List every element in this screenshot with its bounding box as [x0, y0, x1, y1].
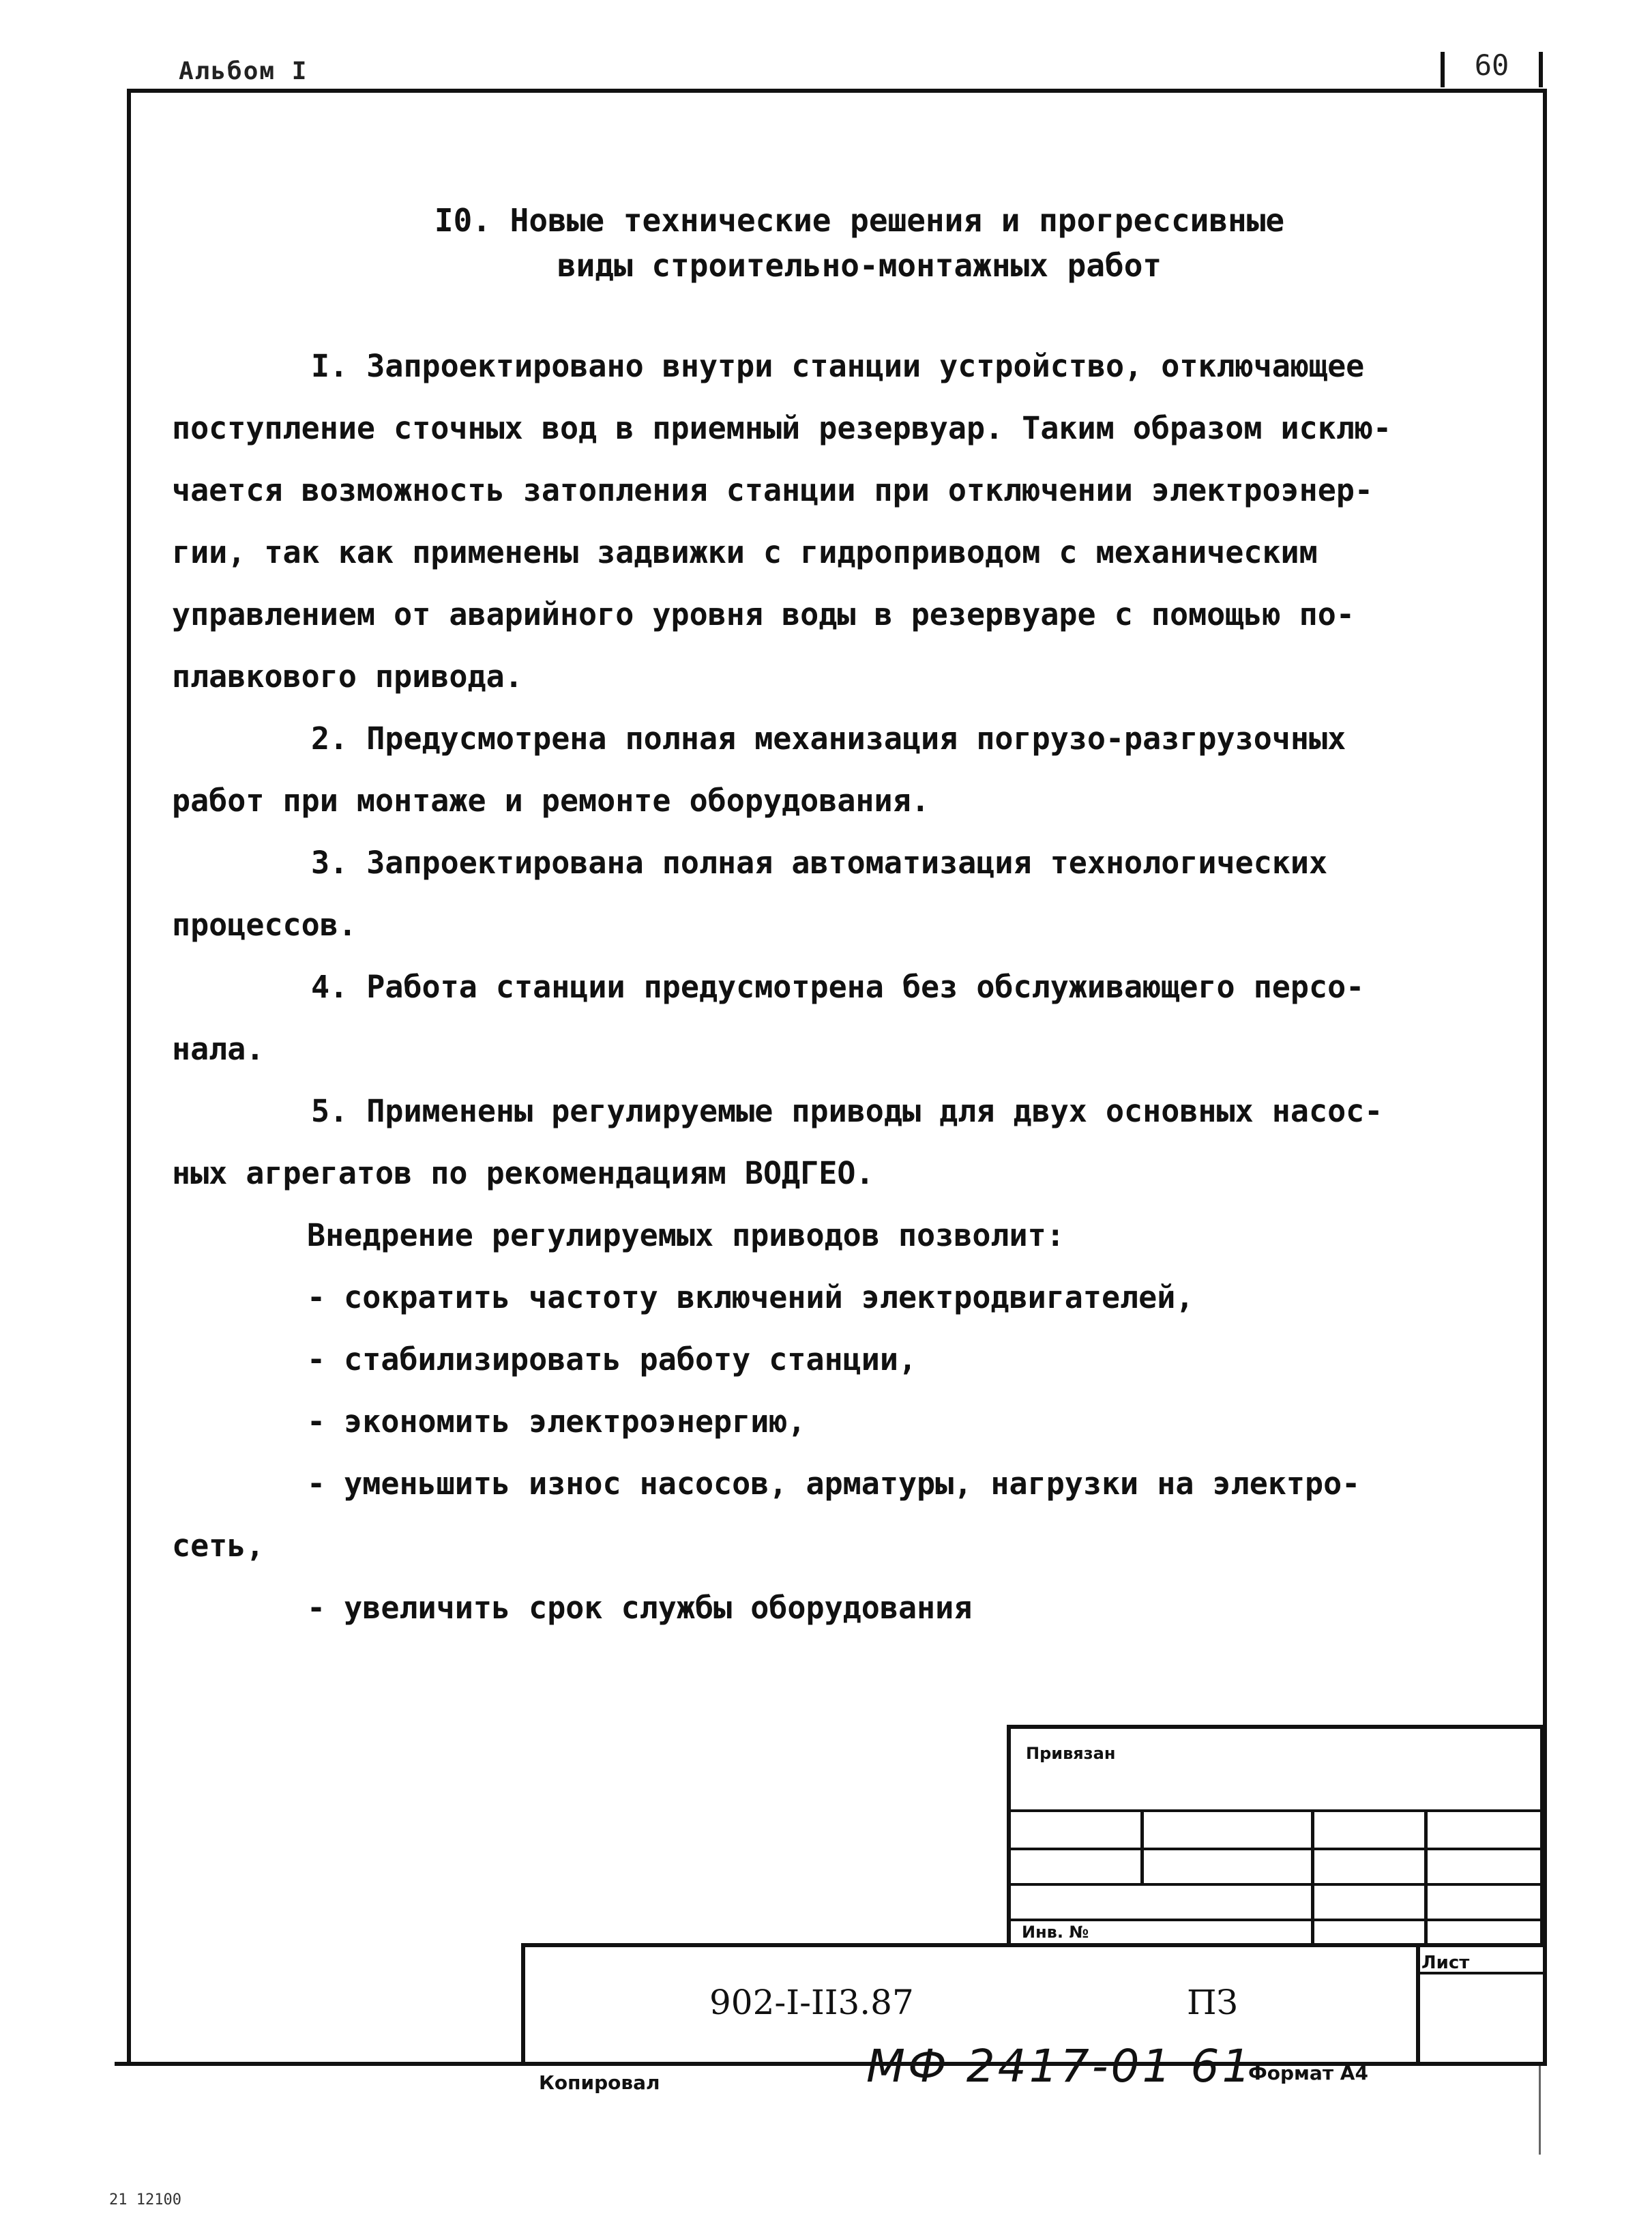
scan-edge-line — [1539, 2066, 1541, 2155]
document-number: 902-I-II3.87 — [709, 1983, 914, 2022]
benefit-item-3: - экономить электроэнергию, — [307, 1403, 806, 1440]
p1-line-5: управлением от аварийного уровня воды в резервуаре с помощью по- — [172, 596, 1355, 632]
page-number: 60 — [1441, 52, 1543, 87]
sheet-label: Лист — [1421, 1953, 1470, 1973]
p2-line-2: работ при монтаже и ремонте оборудования. — [172, 783, 930, 819]
bottom-mark: 21 12100 — [109, 2191, 181, 2208]
album-label: Альбом I — [179, 57, 308, 85]
section-title-line-2: виды строительно-монтажных работ — [557, 247, 1162, 284]
privyazan-label: Привязан — [1026, 1744, 1116, 1763]
p4-line-2: нала. — [172, 1031, 265, 1067]
benefit-item-2: - стабилизировать работу станции, — [307, 1341, 917, 1377]
section-title-line-1: I0. Новые технические решения и прогрессивные — [434, 202, 1285, 239]
document-code: ПЗ — [1187, 1983, 1238, 2022]
benefit-item-4: - уменьшить износ насосов, арматуры, нагрузки на электро- — [307, 1466, 1361, 1502]
p5-line-1: 5. Применены регулируемые приводы для двух основных насос- — [311, 1093, 1383, 1129]
p3-line-1: 3. Запроектирована полная автоматизация технологических — [311, 845, 1328, 881]
p1-line-3: чается возможность затопления станции при отключении электроэнер- — [172, 472, 1373, 508]
p1-line-4: гии, так как применены задвижки с гидроприводом с механическим — [172, 534, 1318, 570]
p1-line-2: поступление сточных вод в приемный резервуар. Таким образом исклю- — [172, 410, 1392, 446]
benefits-intro: Внедрение регулируемых приводов позволит: — [307, 1217, 1065, 1253]
benefit-item-1: - сократить частоту включений электродвигателей, — [307, 1279, 1194, 1315]
copied-by-label: Копировал — [539, 2071, 660, 2094]
p3-line-2: процессов. — [172, 907, 357, 943]
p1-line-6: плавкового привода. — [172, 658, 523, 695]
p5-line-2: ных агрегатов по рекомендациям ВОДГЕО. — [172, 1155, 874, 1191]
benefit-item-5: - увеличить срок службы оборудования — [307, 1590, 973, 1626]
binding-stamp — [1007, 1725, 1544, 1943]
handwritten-number: МФ 2417-01 61 — [866, 2040, 1254, 2093]
benefit-item-4-cont: сеть, — [172, 1528, 265, 1564]
p4-line-1: 4. Работа станции предусмотрена без обслуживающего персо- — [311, 969, 1365, 1005]
p1-line-1: I. Запроектировано внутри станции устройство, отключающее — [311, 348, 1365, 384]
p2-line-1: 2. Предусмотрена полная механизация погрузо-разгрузочных — [311, 720, 1346, 757]
inv-no-label: Инв. № — [1022, 1923, 1089, 1942]
format-label: Формат А4 — [1248, 2062, 1368, 2084]
